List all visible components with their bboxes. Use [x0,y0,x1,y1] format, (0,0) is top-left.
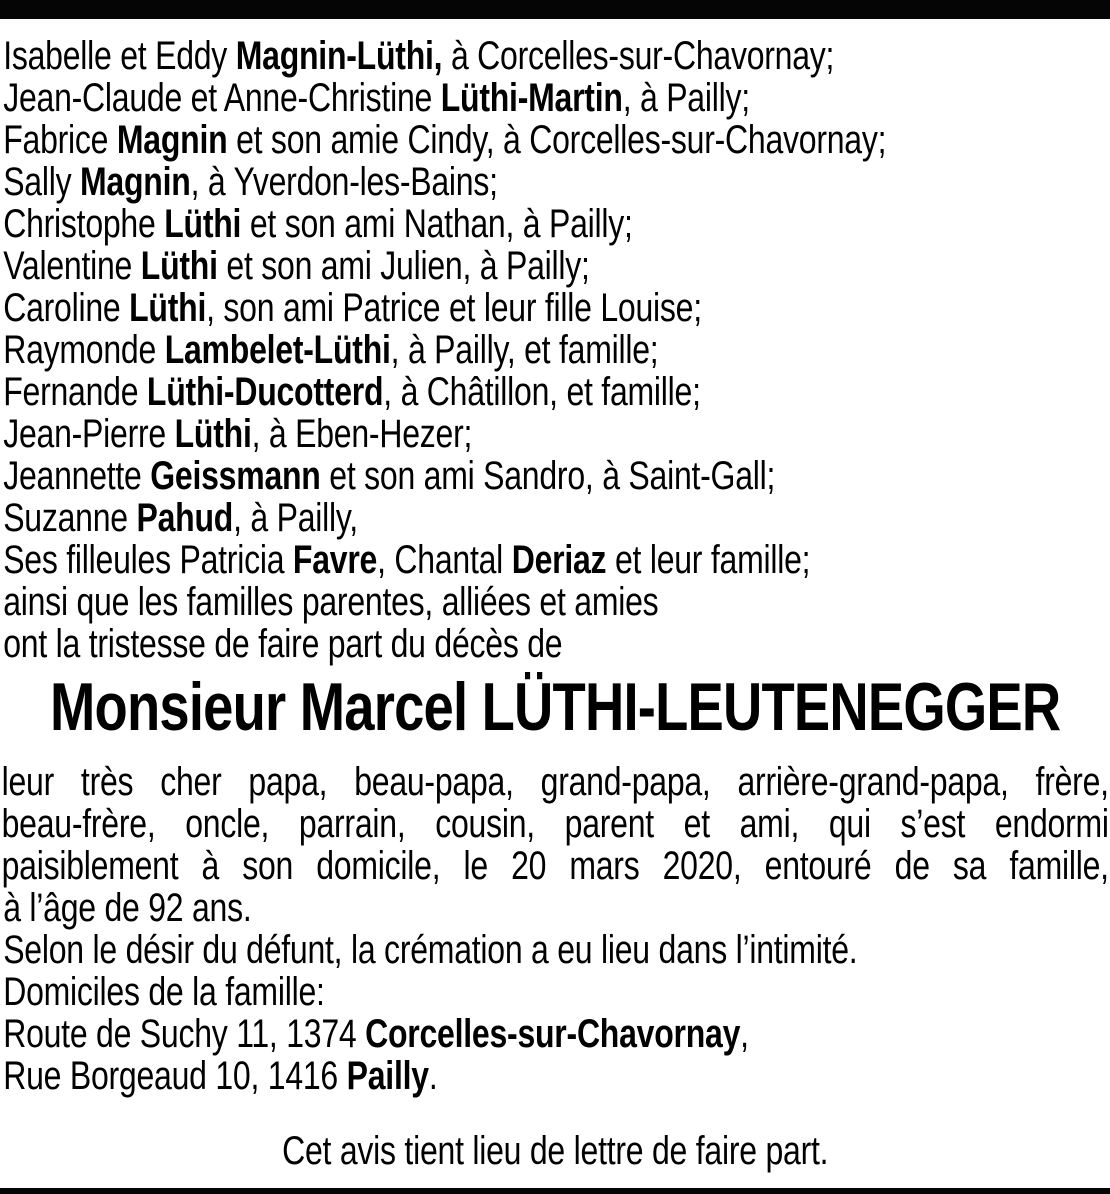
emphasized-name: Pahud [136,496,234,540]
text-run: Jean-Pierre [3,412,175,456]
emphasized-name: Lüthi [164,202,242,246]
emphasized-name: Magnin [80,160,191,204]
notice-line [0,203,1110,245]
text-run: , [740,1012,749,1056]
emphasized-name: Favre [292,538,378,582]
text-run: Rue Borgeaud 10, 1416 [3,1054,347,1098]
emphasized-name: Magnin-Lüthi, [235,34,443,78]
notice-line [0,119,1110,161]
text-run: , à Châtillon, et famille; [383,370,701,414]
notice-body-lines [0,761,1110,1097]
text-run: , à Eben-Hezer; [251,412,473,456]
notice-line [0,887,1110,929]
text-run: et leur famille; [606,538,811,582]
notice-line [0,1055,1110,1097]
text-run: Christophe [3,202,165,246]
text-run: , à Pailly; [622,76,750,120]
text-run: à Corcelles-sur-Chavornay; [442,34,835,78]
emphasized-name: Magnin [116,118,228,162]
family-lines-list [0,35,1110,665]
text-run: leur très cher papa, beau-papa, grand-papa, arrière-grand-papa, frère, [1,760,1109,804]
text-run: Caroline [3,286,130,330]
closing-statement: Cet avis tient lieu de lettre de faire part. [282,1129,829,1173]
notice-line [0,623,1110,665]
notice-line [0,845,1110,887]
notice-line [0,455,1110,497]
notice-line [0,929,1110,971]
notice-line [0,35,1110,77]
text-run: beau-frère, oncle, parrain, cousin, parent et ami, qui s’est endormi [1,802,1109,846]
notice-line [0,77,1110,119]
text-run: Jean-Claude et Anne-Christine [3,76,441,120]
text-run: Jeannette [3,454,151,498]
text-run: , à Pailly, [233,496,358,540]
emphasized-name: Pailly [346,1054,429,1098]
text-run: Sally [3,160,81,204]
emphasized-name: Corcelles-sur-Chavornay [365,1012,741,1056]
emphasized-name: Lüthi-Ducotterd [146,370,384,414]
notice-line [0,161,1110,203]
text-run: , à Pailly, et famille; [390,328,659,372]
notice-line [0,803,1110,845]
notice-line [0,287,1110,329]
text-run: et son amie Cindy, à Corcelles-sur-Chavornay; [227,118,887,162]
emphasized-name: Geissmann [150,454,321,498]
notice-line [0,371,1110,413]
text-run: Ses filleules Patricia [3,538,293,582]
text-run: paisiblement à son domicile, le 20 mars 2020, entouré de sa famille, [1,844,1109,888]
text-run: Route de Suchy 11, 1374 [3,1012,366,1056]
text-run: à l’âge de 92 ans. [3,886,252,930]
text-run: , à Yverdon-les-Bains; [190,160,498,204]
emphasized-name: Lüthi-Martin [440,76,623,120]
emphasized-name: Lambelet-Lüthi [164,328,391,372]
emphasized-name: Lüthi [140,244,218,288]
notice-line [0,329,1110,371]
text-run: , son ami Patrice et leur fille Louise; [206,286,702,330]
text-run: et son ami Sandro, à Saint-Gall; [320,454,776,498]
notice-line [0,539,1110,581]
bottom-rule-bar [0,1188,1110,1194]
text-run: Raymonde [3,328,165,372]
text-run: Fabrice [3,118,117,162]
text-run: , Chantal [377,538,512,582]
text-run: Selon le désir du défunt, la crémation a eu lieu dans l’intimité. [3,928,858,972]
text-run: Isabelle et Eddy [3,34,236,78]
notice-line [0,245,1110,287]
top-rule-bar [0,0,1110,19]
text-run: et son ami Nathan, à Pailly; [241,202,633,246]
emphasized-name: Lüthi [174,412,252,456]
notice-line [0,413,1110,455]
notice-line [0,1013,1110,1055]
emphasized-name: Lüthi [129,286,207,330]
notice-line [0,971,1110,1013]
death-notice [0,35,1110,1172]
text-run: Valentine [3,244,141,288]
emphasized-name: Deriaz [511,538,607,582]
deceased-name-title: Monsieur Marcel LÜTHI-LEUTENEGGER [50,669,1061,745]
text-run: Domiciles de la famille: [3,970,325,1014]
text-run: et son ami Julien, à Pailly; [217,244,590,288]
text-run: ainsi que les familles parentes, alliées et amies [3,580,659,624]
text-run: ont la tristesse de faire part du décès de [3,622,563,666]
text-run: . [428,1054,438,1098]
text-run: Suzanne [3,496,137,540]
text-run: Fernande [3,370,147,414]
notice-line [0,497,1110,539]
notice-line [0,761,1110,803]
notice-line [0,581,1110,623]
